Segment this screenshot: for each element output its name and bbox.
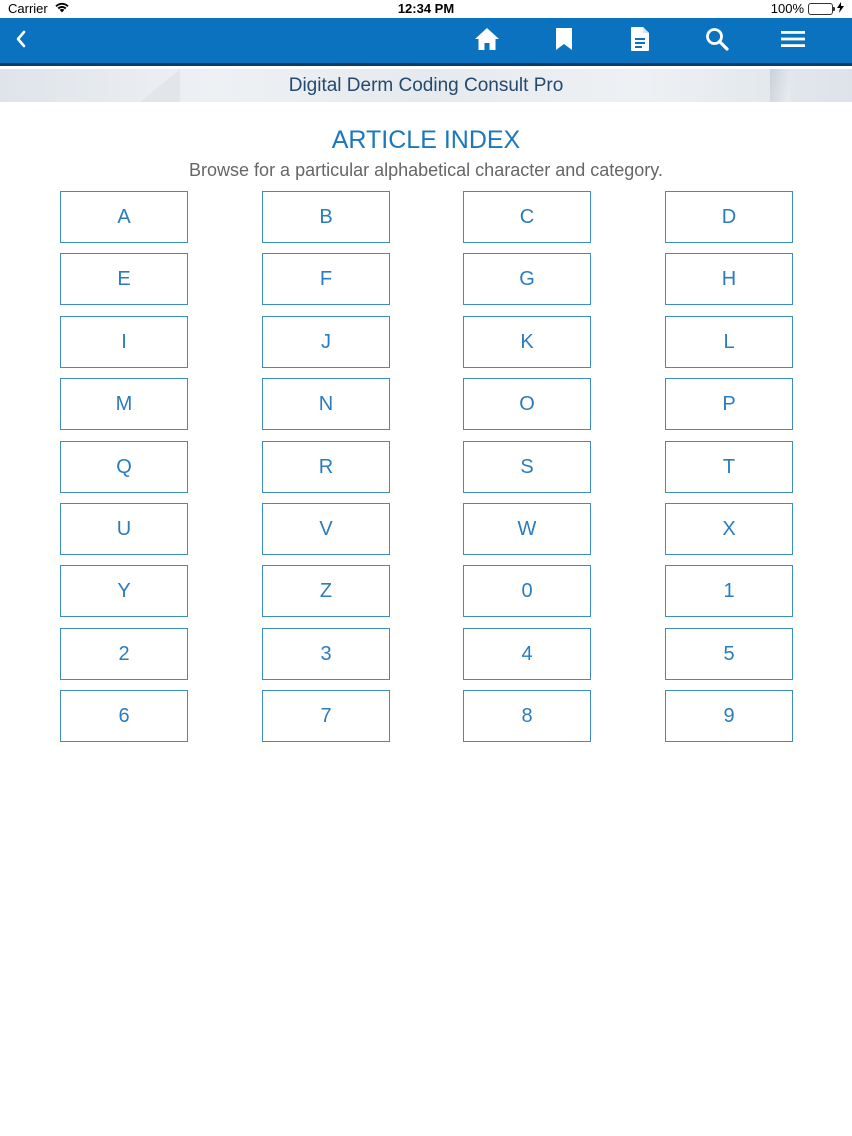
battery-percent: 100% <box>770 1 804 16</box>
page-title: ARTICLE INDEX <box>331 126 521 154</box>
index-key-c[interactable]: C <box>463 191 591 243</box>
index-key-p[interactable]: P <box>665 378 793 430</box>
menu-icon <box>780 29 806 54</box>
page-subtitle: Browse for a particular alphabetical character and category. <box>189 160 663 180</box>
index-key-2[interactable]: 2 <box>60 628 188 680</box>
index-key-q[interactable]: Q <box>60 441 188 493</box>
index-key-t[interactable]: T <box>665 441 793 493</box>
app-title: Digital Derm Coding Consult Pro <box>288 75 564 96</box>
document-icon <box>630 26 650 57</box>
status-time: 12:34 PM <box>397 1 455 16</box>
nav-bar <box>0 18 852 66</box>
index-key-n[interactable]: N <box>262 378 390 430</box>
index-key-3[interactable]: 3 <box>262 628 390 680</box>
index-key-v[interactable]: V <box>262 503 390 555</box>
index-key-d[interactable]: D <box>665 191 793 243</box>
index-key-s[interactable]: S <box>463 441 591 493</box>
index-key-j[interactable]: J <box>262 316 390 368</box>
index-key-b[interactable]: B <box>262 191 390 243</box>
index-key-i[interactable]: I <box>60 316 188 368</box>
menu-button[interactable] <box>776 26 810 56</box>
index-key-w[interactable]: W <box>463 503 591 555</box>
home-button[interactable] <box>470 26 504 56</box>
status-bar <box>0 0 852 18</box>
bookmark-icon <box>555 27 573 56</box>
index-key-r[interactable]: R <box>262 441 390 493</box>
back-chevron-icon <box>14 30 28 53</box>
index-key-y[interactable]: Y <box>60 565 188 617</box>
index-key-u[interactable]: U <box>60 503 188 555</box>
index-key-8[interactable]: 8 <box>463 690 591 742</box>
bookmark-button[interactable] <box>547 26 581 56</box>
document-button[interactable] <box>623 26 657 56</box>
index-key-m[interactable]: M <box>60 378 188 430</box>
index-key-9[interactable]: 9 <box>665 690 793 742</box>
index-key-4[interactable]: 4 <box>463 628 591 680</box>
search-button[interactable] <box>700 26 734 56</box>
search-icon <box>705 27 729 56</box>
index-key-6[interactable]: 6 <box>60 690 188 742</box>
index-key-7[interactable]: 7 <box>262 690 390 742</box>
index-key-k[interactable]: K <box>463 316 591 368</box>
index-key-e[interactable]: E <box>60 253 188 305</box>
index-key-f[interactable]: F <box>262 253 390 305</box>
index-key-a[interactable]: A <box>60 191 188 243</box>
index-key-o[interactable]: O <box>463 378 591 430</box>
index-key-0[interactable]: 0 <box>463 565 591 617</box>
index-key-x[interactable]: X <box>665 503 793 555</box>
back-button[interactable] <box>4 26 38 56</box>
home-icon <box>474 27 500 56</box>
index-key-z[interactable]: Z <box>262 565 390 617</box>
status-right <box>771 1 844 16</box>
charging-bolt-icon <box>837 1 844 16</box>
battery-icon <box>808 3 833 15</box>
index-key-5[interactable]: 5 <box>665 628 793 680</box>
index-key-g[interactable]: G <box>463 253 591 305</box>
index-key-1[interactable]: 1 <box>665 565 793 617</box>
app-banner <box>0 69 852 102</box>
carrier-label: Carrier <box>8 1 48 16</box>
index-key-l[interactable]: L <box>665 316 793 368</box>
index-key-h[interactable]: H <box>665 253 793 305</box>
